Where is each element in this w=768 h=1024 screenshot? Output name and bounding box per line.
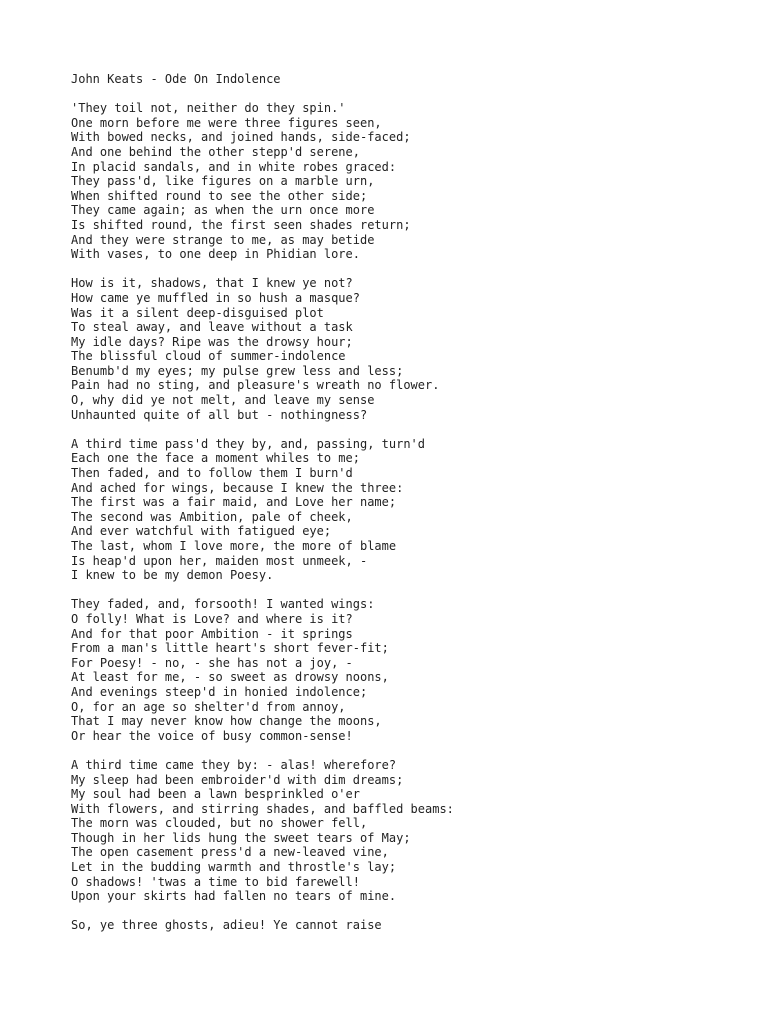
poem-line: At least for me, - so sweet as drowsy noons,: [71, 670, 389, 685]
poem-line: Was it a silent deep-disguised plot: [71, 305, 324, 320]
poem-line: With bowed necks, and joined hands, side-faced;: [71, 130, 411, 145]
poem-line: O, why did ye not melt, and leave my sense: [71, 393, 375, 408]
document-page: [71, 72, 751, 933]
poem-line: In placid sandals, and in white robes graced:: [71, 159, 397, 174]
stanza-3: [71, 437, 751, 583]
poem-line: O, for an age so shelter'd from annoy,: [71, 699, 346, 714]
poem-line: They pass'd, like figures on a marble urn,: [71, 174, 375, 189]
poem-line: The blissful cloud of summer-indolence: [71, 349, 346, 364]
poem-line: Upon your skirts had fallen no tears of mine.: [71, 889, 397, 904]
poem-line: For Poesy! - no, - she has not a joy, -: [71, 655, 353, 670]
stanza-6: [71, 918, 751, 933]
poem-line: The second was Ambition, pale of cheek,: [71, 509, 353, 524]
poem-line: When shifted round to see the other side;: [71, 188, 368, 203]
poem-line: And ached for wings, because I knew the three:: [71, 480, 404, 495]
document-title: John Keats - Ode On Indolence: [71, 72, 281, 86]
poem-line: From a man's little heart's short fever-fit;: [71, 641, 389, 656]
poem-line: And one behind the other stepp'd serene,: [71, 144, 360, 159]
poem-line: My sleep had been embroider'd with dim dreams;: [71, 772, 404, 787]
stanza-5: [71, 758, 751, 904]
poem-line: With flowers, and stirring shades, and baffled beams:: [71, 801, 454, 816]
poem-line: And they were strange to me, as may betide: [71, 232, 375, 247]
poem-line: They faded, and, forsooth! I wanted wings:: [71, 597, 375, 612]
poem-line: I knew to be my demon Poesy.: [71, 568, 274, 583]
poem-line: Pain had no sting, and pleasure's wreath no flower.: [71, 378, 440, 393]
poem-line: Is shifted round, the first seen shades return;: [71, 217, 411, 232]
poem-line: Let in the budding warmth and throstle's lay;: [71, 860, 397, 875]
poem-line: To steal away, and leave without a task: [71, 320, 353, 335]
poem-line: With vases, to one deep in Phidian lore.: [71, 247, 360, 262]
stanza-1: [71, 101, 751, 262]
poem-line: A third time pass'd they by, and, passing, turn'd: [71, 436, 426, 451]
poem-line: That I may never know how change the moons,: [71, 714, 382, 729]
poem-line: A third time came they by: - alas! wherefore?: [71, 757, 397, 772]
poem-line: The first was a fair maid, and Love her name;: [71, 495, 397, 510]
poem-line: Or hear the voice of busy common-sense!: [71, 728, 353, 743]
poem-line: O shadows! 'twas a time to bid farewell!: [71, 874, 360, 889]
poem-line: Is heap'd upon her, maiden most unmeek, -: [71, 553, 368, 568]
stanza-4: [71, 597, 751, 743]
poem-line: Though in her lids hung the sweet tears of May;: [71, 830, 411, 845]
poem-line: Then faded, and to follow them I burn'd: [71, 466, 353, 481]
poem-line: And ever watchful with fatigued eye;: [71, 524, 332, 539]
poem-line: My idle days? Ripe was the drowsy hour;: [71, 334, 353, 349]
poem-line: The open casement press'd a new-leaved vine,: [71, 845, 389, 860]
poem-line: How came ye muffled in so hush a masque?: [71, 290, 360, 305]
poem-line: And evenings steep'd in honied indolence;: [71, 684, 368, 699]
stanza-2: [71, 276, 751, 422]
poem-line: The morn was clouded, but no shower fell,: [71, 816, 368, 831]
poem-line: My soul had been a lawn besprinkled o'er: [71, 787, 360, 802]
poem-line: So, ye three ghosts, adieu! Ye cannot raise: [71, 918, 382, 933]
poem-line: One morn before me were three figures seen,: [71, 115, 382, 130]
poem-line: How is it, shadows, that I knew ye not?: [71, 276, 353, 291]
poem-line: The last, whom I love more, the more of blame: [71, 539, 397, 553]
poem-line: O folly! What is Love? and where is it?: [71, 611, 353, 626]
poem-line: And for that poor Ambition - it springs: [71, 626, 353, 641]
poem-line: Unhaunted quite of all but - nothingness?: [71, 407, 368, 422]
poem-line: They came again; as when the urn once more: [71, 203, 375, 218]
poem-line: Each one the face a moment whiles to me;: [71, 451, 360, 466]
poem-line: 'They toil not, neither do they spin.': [71, 101, 346, 116]
poem-line: Benumb'd my eyes; my pulse grew less and less;: [71, 363, 404, 378]
